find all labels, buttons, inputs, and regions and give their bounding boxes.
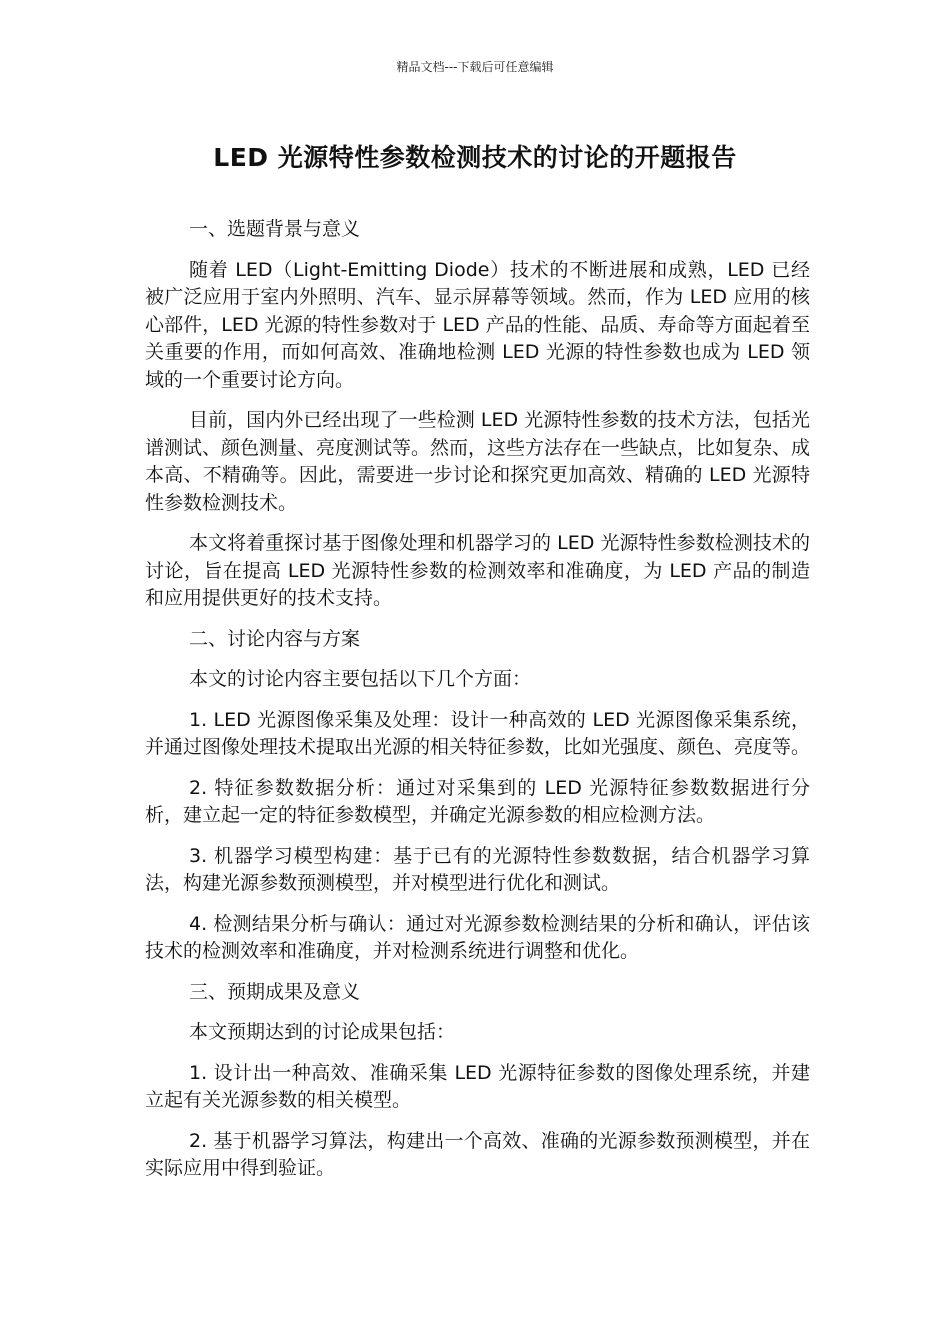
list-item: 2. 特征参数数据分析：通过对采集到的 LED 光源特征参数数据进行分析，建立起一定的特征参数模型，并确定光源参数的相应检测方法。 [145, 776, 810, 826]
list-item: 4. 检测结果分析与确认：通过对光源参数检测结果的分析和确认，评估该技术的检测效率和准确度，并对检测系统进行调整和优化。 [145, 912, 810, 962]
document-title: LED 光源特性参数检测技术的讨论的开题报告 [213, 143, 737, 172]
paragraph: 目前，国内外已经出现了一些检测 LED 光源特性参数的技术方法，包括光谱测试、颜色测量、亮度测试等。然而，这些方法存在一些缺点，比如复杂、成本高、不精确等。因此，需要进一步讨论和探究更加高效、精确的 LED 光源特性参数检测技术。 [145, 409, 811, 514]
section-heading-1: 一、选题背景与意义 [189, 218, 361, 240]
list-item: 1. 设计出一种高效、准确采集 LED 光源特征参数的图像处理系统，并建立起有关光源参数的相关模型。 [145, 1061, 810, 1111]
header-note: 精品文档---下载后可任意编辑 [396, 60, 554, 74]
paragraph: 本文的讨论内容主要包括以下几个方面： [189, 668, 532, 690]
list-item: 1. LED 光源图像采集及处理：设计一种高效的 LED 光源图像采集系统，并通过图像处理技术提取出光源的相关特征参数，比如光强度、颜色、亮度等。 [145, 708, 811, 758]
document-body [145, 216, 810, 1196]
list-item: 3. 机器学习模型构建：基于已有的光源特性参数数据，结合机器学习算法，构建光源参数预测模型，并对模型进行优化和测试。 [145, 844, 810, 894]
section-heading-3: 三、预期成果及意义 [189, 980, 361, 1003]
list-item: 2. 基于机器学习算法，构建出一个高效、准确的光源参数预测模型，并在实际应用中得到验证。 [145, 1129, 810, 1179]
paragraph: 本文将着重探讨基于图像处理和机器学习的 LED 光源特性参数检测技术的讨论，旨在提高 LED 光源特性参数的检测效率和准确度，为 LED 产品的制造和应用提供更好的技术支持。 [145, 532, 810, 609]
paragraph: 随着 LED（Light-Emitting Diode）技术的不断进展和成熟，LED 已经被广泛应用于室内外照明、汽车、显示屏幕等领域。然而，作为 LED 应用的核心部件，LED 光源的特性参数对于 LED 产品的性能、品质、寿命等方面起着至关重要的作用，而如何高效、准确地检测 LED 光源的特性参数也成为 LED 领域的一个重要讨论方向。 [145, 258, 810, 391]
paragraph: 本文预期达到的讨论成果包括： [189, 1021, 456, 1043]
section-heading-2: 二、讨论内容与方案 [189, 627, 361, 650]
